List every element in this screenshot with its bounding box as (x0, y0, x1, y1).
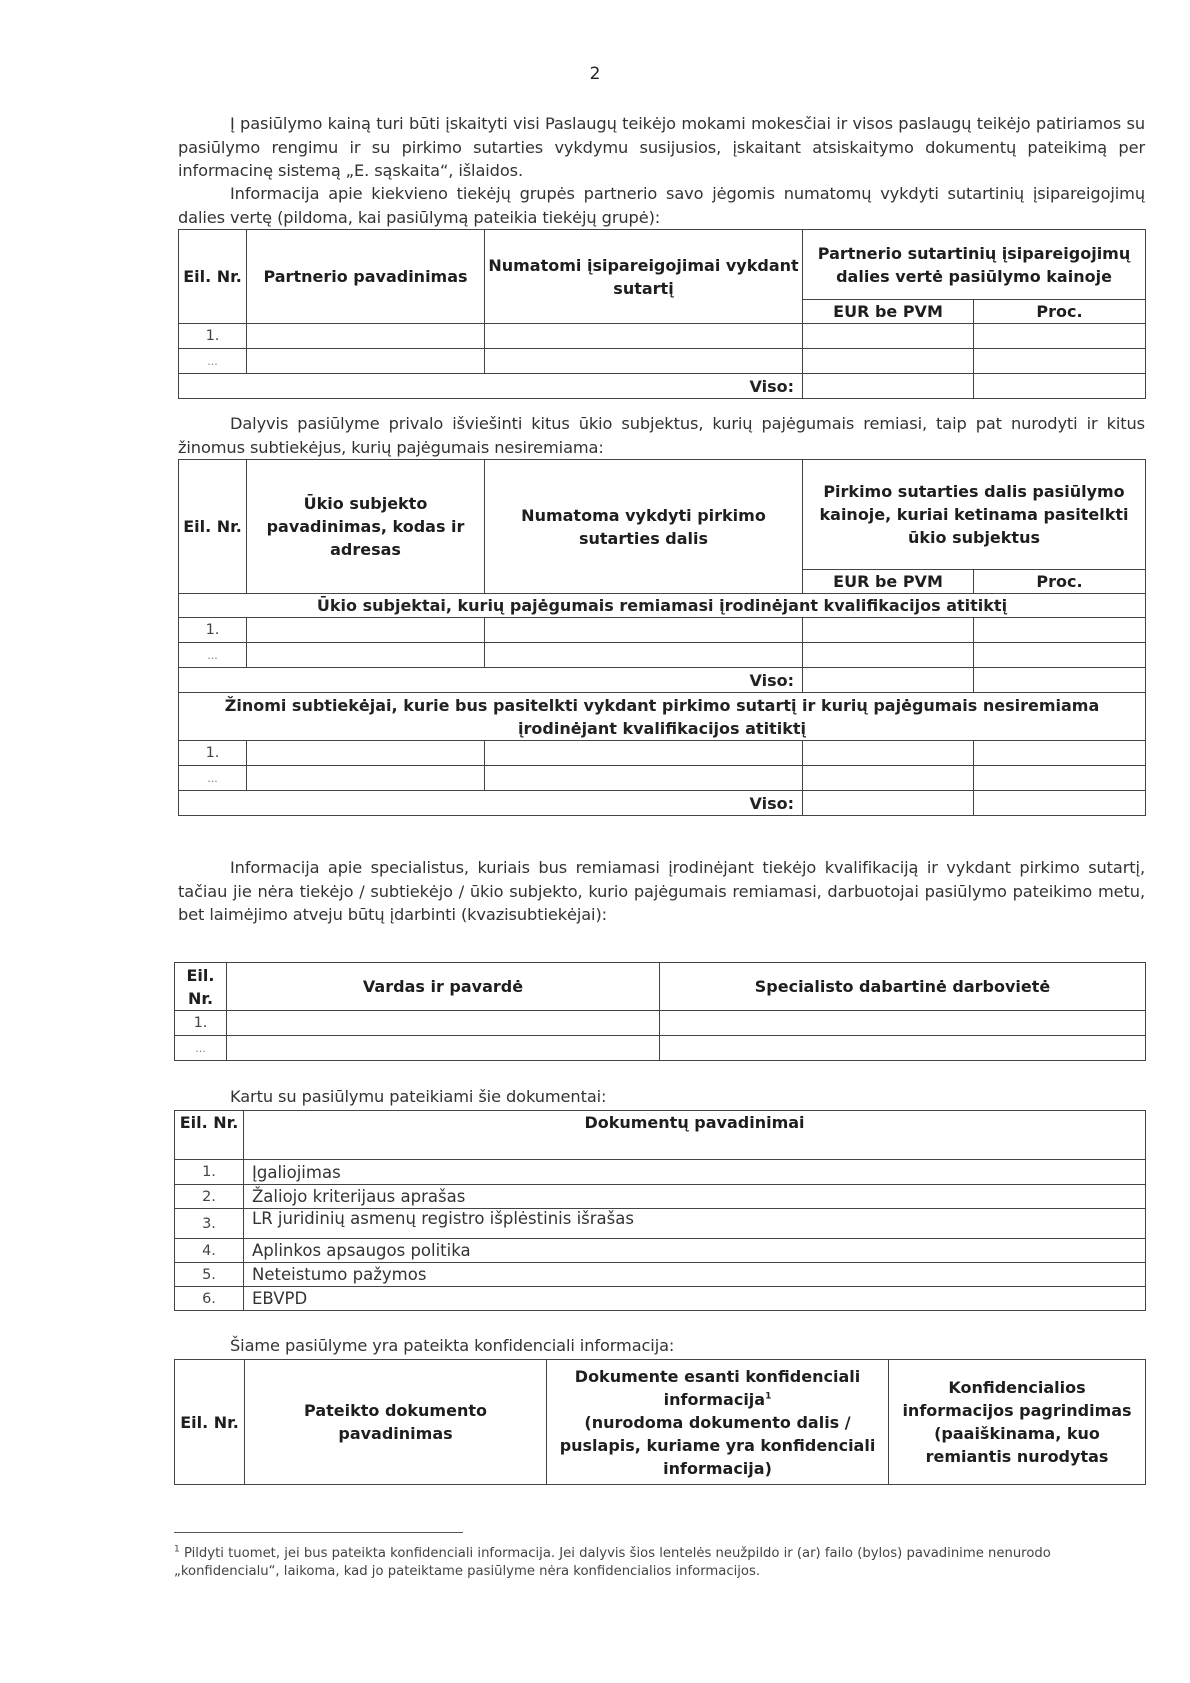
total-row (179, 791, 1146, 816)
eur-cell[interactable] (803, 618, 974, 643)
col-header-eur: EUR be PVM (803, 570, 974, 594)
row-number: 1. (179, 324, 247, 349)
total-eur-cell[interactable] (803, 791, 974, 816)
group-title-known-subcontractors: Žinomi subtiekėjai, kurie bus pasitelkti vykdant pirkimo sutartį ir kurių pajėgumais nesiremiama įrodinėjant kvalifikacijos atitiktį (179, 693, 1146, 741)
row-number: 1. (175, 1011, 227, 1036)
row-number: 5. (175, 1263, 244, 1287)
specialist-name-cell[interactable] (227, 1011, 660, 1036)
total-eur-cell[interactable] (803, 668, 974, 693)
table-row (175, 1263, 1146, 1287)
total-row (179, 668, 1146, 693)
table-row (175, 1209, 1146, 1239)
col-header-no: Eil. Nr. (179, 230, 247, 324)
eur-cell[interactable] (803, 324, 974, 349)
subjects-table (178, 459, 1146, 816)
contract-part-cell[interactable] (485, 741, 803, 766)
eur-cell[interactable] (803, 349, 974, 374)
partners-table (178, 229, 1146, 399)
specialist-name-cell[interactable] (227, 1036, 660, 1061)
contract-part-cell[interactable] (485, 643, 803, 668)
partners-intro-text: Informacija apie kiekvieno tiekėjų grupės partnerio savo jėgomis numatomų vykdyti sutartinių įsipareigojimų dalies vertę (pildoma, kai pasiūlymą pateikia tiekėjų grupė): (178, 184, 1145, 227)
confidential-intro-text: Šiame pasiūlyme yra pateikta konfidenciali informacija: (230, 1336, 675, 1355)
specialists-table (174, 962, 1146, 1061)
contract-part-cell[interactable] (485, 618, 803, 643)
price-note-text: Į pasiūlymo kainą turi būti įskaityti visi Paslaugų teikėjo mokami mokesčiai ir visos paslaugų teikėjo patiriamos su pasiūlymo rengimu ir su pirkimo sutarties vykdymu susijusios, įskaitant atsiskaitymo dokumentų pateikimą per informacinę sistemą „E. sąskaita“, išlaidos. (178, 114, 1145, 180)
col-header-contract-part: Numatoma vykdyti pirkimo sutarties dalis (485, 460, 803, 594)
row-number: ... (179, 349, 247, 374)
subjects-intro-text: Dalyvis pasiūlyme privalo išviešinti kitus ūkio subjektus, kurių pajėgumais remiasi, taip pat nurodyti ir kitus žinomus subtiekėjus, kurių pajėgumais nesiremiama: (178, 414, 1145, 457)
total-eur-cell[interactable] (803, 374, 974, 399)
table-row (175, 1239, 1146, 1263)
row-number: ... (179, 643, 247, 668)
row-number: ... (179, 766, 247, 791)
contract-part-cell[interactable] (485, 766, 803, 791)
col-header-partner-name: Partnerio pavadinimas (247, 230, 485, 324)
col-header-subject-name: Ūkio subjekto pavadinimas, kodas ir adresas (247, 460, 485, 594)
eur-cell[interactable] (803, 741, 974, 766)
col-header-value-group: Pirkimo sutarties dalis pasiūlymo kainoje, kuriai ketinama pasitelkti ūkio subjektus (803, 460, 1146, 570)
subject-name-cell[interactable] (247, 643, 485, 668)
partner-name-cell[interactable] (247, 324, 485, 349)
pct-cell[interactable] (974, 766, 1146, 791)
row-number: 2. (175, 1185, 244, 1209)
price-note-paragraph (178, 112, 1145, 183)
footnote-text: Pildyti tuomet, jei bus pateikta konfidenciali informacija. Jei dalyvis šios lentelės neužpildo ir (ar) failo (bylos) pavadinime nenurodo „konfidencialu“, laikoma, kad jo pateiktame pasiūlyme nėra konfidencialios informacijos. (174, 1546, 1051, 1579)
col-header-no: Eil. Nr. (175, 1360, 245, 1485)
pct-cell[interactable] (974, 349, 1146, 374)
row-number: 1. (175, 1160, 244, 1185)
eur-cell[interactable] (803, 766, 974, 791)
table-row (175, 1185, 1146, 1209)
obligations-cell[interactable] (485, 324, 803, 349)
specialists-intro-paragraph (178, 856, 1145, 927)
confidential-intro-paragraph (178, 1334, 1145, 1358)
col-header-value-group: Partnerio sutartinių įsipareigojimų dalies vertė pasiūlymo kainoje (803, 230, 1146, 300)
col-header-document-names: Dokumentų pavadinimai (244, 1111, 1146, 1160)
col-header-confidential-info (547, 1360, 889, 1485)
total-row (179, 374, 1146, 399)
documents-intro-paragraph (178, 1085, 1145, 1109)
workplace-cell[interactable] (660, 1036, 1146, 1061)
total-pct-cell[interactable] (974, 374, 1146, 399)
table-row (179, 643, 1146, 668)
table-row (175, 1036, 1146, 1061)
table-row (175, 1011, 1146, 1036)
table-row (179, 741, 1146, 766)
footnote-divider (174, 1532, 463, 1533)
pct-cell[interactable] (974, 741, 1146, 766)
col-header-document-name: Pateikto dokumento pavadinimas (245, 1360, 547, 1485)
partners-intro-paragraph (178, 182, 1145, 229)
row-number: 1. (179, 741, 247, 766)
col-header-name: Vardas ir pavardė (227, 963, 660, 1011)
col-header-workplace: Specialisto dabartinė darbovietė (660, 963, 1146, 1011)
document-name-cell: EBVPD (244, 1287, 1146, 1311)
eur-cell[interactable] (803, 643, 974, 668)
table-row (179, 324, 1146, 349)
table-row (179, 766, 1146, 791)
col-header-no: Eil. Nr. (175, 1111, 244, 1160)
subject-name-cell[interactable] (247, 766, 485, 791)
total-label: Viso: (179, 791, 803, 816)
col-header-eur: EUR be PVM (803, 300, 974, 324)
col-header-no: Eil. Nr. (179, 460, 247, 594)
specialists-intro-text: Informacija apie specialistus, kuriais bus remiamasi įrodinėjant tiekėjo kvalifikaciją ir vykdant pirkimo sutartį, tačiau jie nėra tiekėjo / subtiekėjo / ūkio subjekto, kurio pajėgumais remiamasi, darbuotojai pasiūlymo pateikimo metu, bet laimėjimo atveju būtų įdarbinti (kvazisubtiekėjai): (178, 858, 1145, 924)
documents-intro-text: Kartu su pasiūlymu pateikiami šie dokumentai: (230, 1087, 607, 1106)
row-number: 6. (175, 1287, 244, 1311)
document-name-cell: Žaliojo kriterijaus aprašas (244, 1185, 1146, 1209)
total-pct-cell[interactable] (974, 668, 1146, 693)
col-header-basis: Konfidencialios informacijos pagrindimas (paaiškinama, kuo remiantis nurodytas (889, 1360, 1146, 1485)
total-label: Viso: (179, 374, 803, 399)
row-number: 3. (175, 1209, 244, 1239)
table-row (179, 618, 1146, 643)
document-name-cell: Neteistumo pažymos (244, 1263, 1146, 1287)
footnote (174, 1545, 1146, 1581)
footnote-marker: 1 (174, 1544, 180, 1555)
group-title-relied-subjects: Ūkio subjektai, kurių pajėgumais remiamasi įrodinėjant kvalifikacijos atitiktį (179, 594, 1146, 618)
total-label: Viso: (179, 668, 803, 693)
row-number: 4. (175, 1239, 244, 1263)
confidential-info-note: (nurodoma dokumento dalis / puslapis, kuriame yra konfidenciali informacija) (559, 1412, 876, 1478)
page-number: 2 (589, 64, 601, 84)
obligations-cell[interactable] (485, 349, 803, 374)
subjects-intro-paragraph (178, 412, 1145, 459)
col-header-no: Eil. Nr. (175, 963, 227, 1011)
footnote-ref[interactable]: 1 (765, 1391, 772, 1402)
total-pct-cell[interactable] (974, 791, 1146, 816)
document-name-cell: Įgaliojimas (244, 1160, 1146, 1185)
row-number: ... (175, 1036, 227, 1061)
subject-name-cell[interactable] (247, 741, 485, 766)
partner-name-cell[interactable] (247, 349, 485, 374)
document-name-cell: LR juridinių asmenų registro išplėstinis išrašas (244, 1209, 1146, 1239)
row-number: 1. (179, 618, 247, 643)
table-row (175, 1287, 1146, 1311)
col-header-pct: Proc. (974, 570, 1146, 594)
pct-cell[interactable] (974, 324, 1146, 349)
confidential-info-title: Dokumente esanti konfidenciali informacija (574, 1366, 861, 1409)
table-row (179, 349, 1146, 374)
workplace-cell[interactable] (660, 1011, 1146, 1036)
table-row (175, 1160, 1146, 1185)
document-name-cell: Aplinkos apsaugos politika (244, 1239, 1146, 1263)
documents-table (174, 1110, 1146, 1311)
col-header-obligations: Numatomi įsipareigojimai vykdant sutartį (485, 230, 803, 324)
pct-cell[interactable] (974, 618, 1146, 643)
pct-cell[interactable] (974, 643, 1146, 668)
confidential-table (174, 1359, 1146, 1485)
col-header-pct: Proc. (974, 300, 1146, 324)
subject-name-cell[interactable] (247, 618, 485, 643)
